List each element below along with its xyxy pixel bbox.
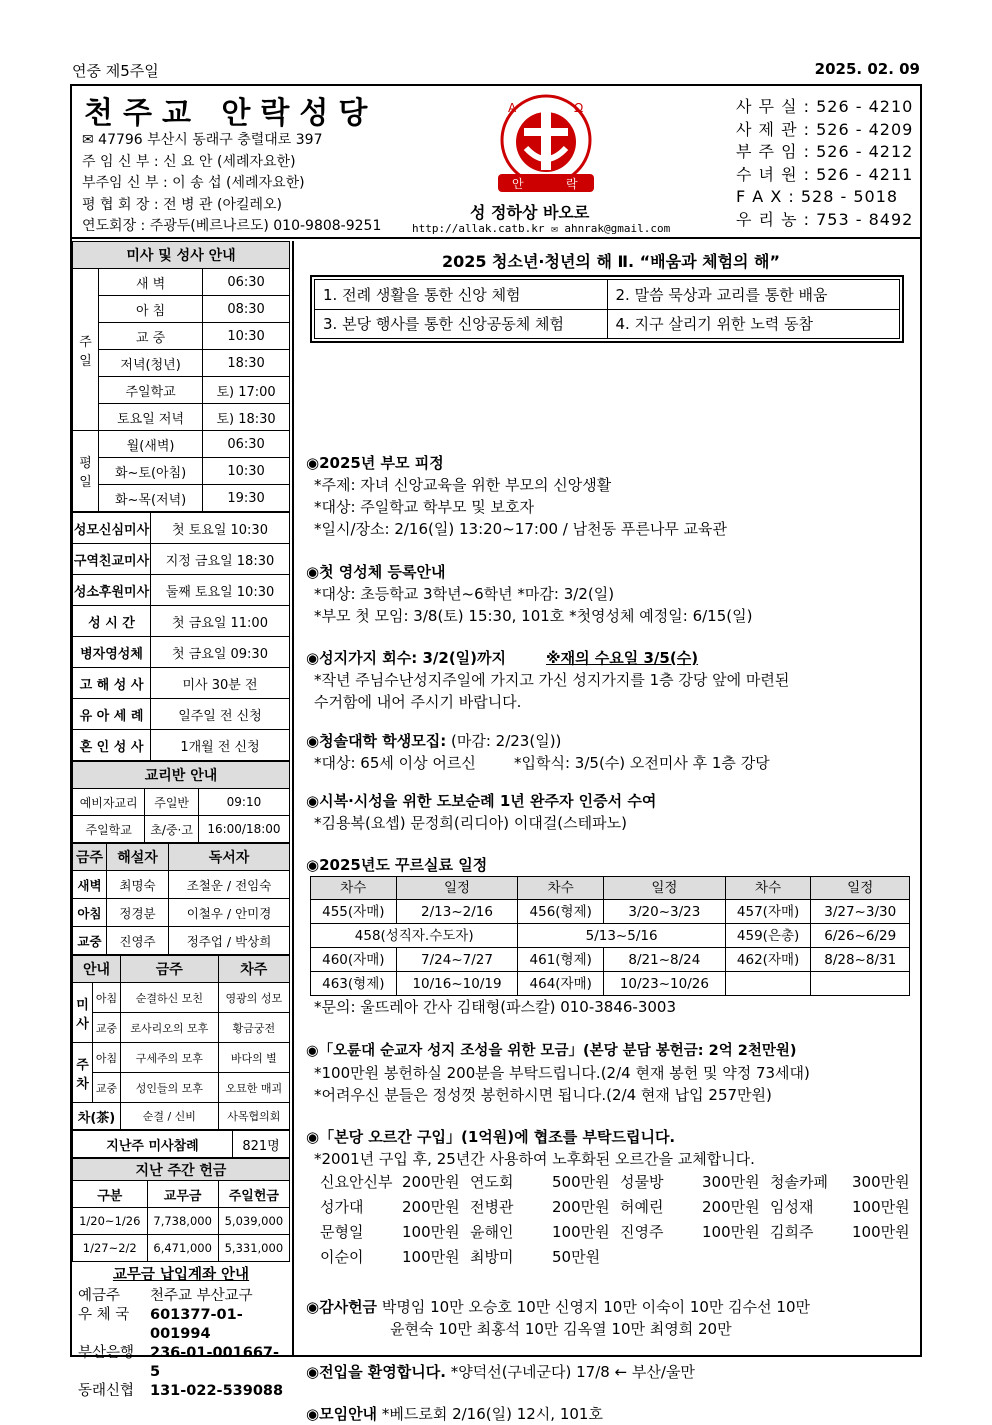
line: *문의: 울뜨레아 간사 김태형(파스칼) 010-3846-3003 bbox=[314, 998, 676, 1016]
section-heading: ◉2025년 부모 피정 bbox=[306, 454, 444, 472]
goal: 4. 지구 살리기 위한 노력 동참 bbox=[607, 309, 900, 339]
cell: 6/26~6/29 bbox=[811, 924, 910, 948]
cell: 1/27~2/2 bbox=[73, 1235, 148, 1262]
cell bbox=[725, 972, 811, 996]
cell: 차수 bbox=[725, 877, 811, 900]
pledge-amount: 50만원 bbox=[552, 1248, 601, 1266]
account-label: 부산은행 bbox=[78, 1345, 135, 1361]
cell: 새 벽 bbox=[99, 269, 203, 296]
section-heading: ◉시복·시성을 위한 도보순례 1년 완주자 인증서 수여 bbox=[306, 792, 657, 810]
assistant-pastor: 부주임 신 부 : 이 송 섭 (세례자요한) bbox=[82, 175, 305, 191]
cell: 1개월 전 신청 bbox=[151, 730, 290, 761]
cell: 이철우 / 안미경 bbox=[169, 899, 290, 927]
pledge-amount: 200만원 bbox=[702, 1198, 760, 1216]
line: 윤현숙 10만 최홍석 10만 김옥열 10만 최영희 20만 bbox=[390, 1320, 732, 1338]
cell: 1/20~1/26 bbox=[73, 1208, 148, 1235]
section-first-communion bbox=[306, 561, 916, 627]
cell: 순결하신 모친 bbox=[121, 983, 219, 1013]
cell: 18:30 bbox=[203, 350, 290, 377]
pledge-name: 임성재 bbox=[770, 1198, 814, 1216]
cell: 09:10 bbox=[198, 789, 289, 816]
logo-omega: Ω bbox=[574, 101, 584, 115]
phone-rectory: 사 제 관 : 526 - 4209 bbox=[736, 119, 914, 139]
line: *대상: 65세 이상 어르신 *입학식: 3/5(수) 오전미사 후 1층 강당 bbox=[314, 754, 770, 772]
section-martyr-shrine bbox=[306, 1040, 916, 1106]
header bbox=[72, 86, 920, 239]
phone-list bbox=[736, 96, 913, 232]
cell: 독서자 bbox=[169, 844, 290, 871]
cell bbox=[811, 972, 910, 996]
cell: 정경분 bbox=[107, 899, 169, 927]
cell: 8/21~8/24 bbox=[604, 948, 726, 972]
cell: 교중 bbox=[93, 1013, 121, 1043]
section-heading: ◉2025년도 꾸르실료 일정 bbox=[306, 856, 488, 874]
cell: 464(자매) bbox=[518, 972, 604, 996]
cell: 06:30 bbox=[203, 269, 290, 296]
cell: 황금궁전 bbox=[218, 1013, 289, 1043]
cell: 06:30 bbox=[203, 431, 290, 458]
week-label: 연중 제5주일 bbox=[72, 62, 159, 80]
pledge-name: 성가대 bbox=[320, 1198, 364, 1216]
cell: 아침 bbox=[93, 983, 121, 1013]
cell: 일정 bbox=[396, 877, 518, 900]
logo-rak: 락 bbox=[566, 177, 578, 191]
section-parent-retreat bbox=[306, 452, 916, 540]
cell: 주일학교 bbox=[73, 816, 145, 843]
pledge-amount: 500만원 bbox=[552, 1173, 610, 1191]
sacrament-table bbox=[72, 512, 290, 761]
deadline: (마감: 2/23(일)) bbox=[451, 732, 562, 750]
cell: 456(형제) bbox=[518, 900, 604, 924]
cell: 6,471,000 bbox=[147, 1235, 218, 1262]
cell: 10:30 bbox=[203, 323, 290, 350]
reader-table bbox=[72, 843, 290, 955]
section-heading: ◉감사헌금 bbox=[306, 1298, 378, 1316]
cell: 예비자교리 bbox=[73, 789, 145, 816]
cell: 오묘한 매괴 bbox=[218, 1073, 289, 1103]
goal: 1. 전례 생활을 통한 신앙 체험 bbox=[315, 280, 608, 310]
goals-box bbox=[310, 275, 904, 343]
account-label: 동래신협 bbox=[78, 1383, 135, 1399]
cell: 지정 금요일 18:30 bbox=[151, 544, 290, 575]
section-heading: ◉「오륜대 순교자 성지 조성을 위한 모금」(본당 분담 봉헌금: 2억 2천만원) bbox=[306, 1043, 797, 1059]
section-heading: ◉성지가지 회수: 3/2(일)까지 bbox=[306, 649, 507, 667]
pledge-name: 이순이 bbox=[320, 1248, 364, 1266]
section-welcome bbox=[306, 1361, 916, 1383]
pledge-amount: 200만원 bbox=[552, 1198, 610, 1216]
offering-table bbox=[72, 1158, 290, 1262]
cell: 초/중·고 bbox=[145, 816, 199, 843]
account-label: 예금주 bbox=[78, 1288, 121, 1304]
cell: 순결 / 신비 bbox=[121, 1103, 219, 1130]
section-pilgrimage bbox=[306, 790, 916, 834]
cell: 일주일 전 신청 bbox=[151, 699, 290, 730]
account-box bbox=[72, 1262, 290, 1405]
pledge-name: 허예린 bbox=[620, 1198, 664, 1216]
mass-schedule-table bbox=[72, 241, 290, 512]
bulletin-frame bbox=[70, 84, 922, 1423]
cell: 주일반 bbox=[145, 789, 199, 816]
attendance-table bbox=[72, 1130, 290, 1158]
left-column bbox=[72, 241, 290, 1405]
pledge-amount: 100만원 bbox=[552, 1223, 610, 1241]
line: *베드로회 2/16(일) 12시, 101호 bbox=[381, 1405, 603, 1423]
cell: 아침 bbox=[93, 1043, 121, 1073]
phone-urinong: 우 리 농 : 753 - 8492 bbox=[736, 209, 914, 229]
cell: 금주 bbox=[73, 844, 107, 871]
cell: 진영주 bbox=[107, 927, 169, 955]
account-title: 교무금 납입계좌 안내 bbox=[112, 1267, 250, 1283]
cell: 457(자매) bbox=[725, 900, 811, 924]
organ-pledges bbox=[306, 1170, 916, 1270]
cell: 5,331,000 bbox=[218, 1235, 289, 1262]
cell: 3/27~3/30 bbox=[811, 900, 910, 924]
column-divider bbox=[292, 241, 294, 1357]
line: *대상: 초등학교 3학년~6학년 *마감: 3/2(일) bbox=[314, 585, 615, 603]
line: *김용복(요셉) 문정희(리디아) 이대걸(스테파노) bbox=[314, 814, 627, 832]
pledge-name: 진영주 bbox=[620, 1223, 664, 1241]
parish-info bbox=[82, 130, 381, 238]
cell: 460(자매) bbox=[311, 948, 397, 972]
website-link[interactable]: http://allak.catb.kr ✉ ahnrak@gmail.com bbox=[412, 222, 671, 235]
section-palm-return bbox=[306, 647, 916, 713]
pledge-amount: 100만원 bbox=[402, 1248, 460, 1266]
cell: 7/24~7/27 bbox=[396, 948, 518, 972]
cell: 토) 17:00 bbox=[203, 377, 290, 404]
cell: 821명 bbox=[233, 1131, 290, 1158]
cell: 월(새벽) bbox=[99, 431, 203, 458]
line: *주제: 자녀 신앙교육을 위한 부모의 신앙생활 bbox=[314, 476, 612, 494]
goal: 2. 말씀 묵상과 교리를 통한 배움 bbox=[607, 280, 900, 310]
cell: 교중 bbox=[73, 927, 107, 955]
section-meeting bbox=[306, 1403, 916, 1425]
pledge-amount: 100만원 bbox=[702, 1223, 760, 1241]
ash-wednesday: ※재의 수요일 3/5(수) bbox=[546, 649, 699, 667]
phone-convent: 수 녀 원 : 526 - 4211 bbox=[736, 164, 914, 184]
parish-logo bbox=[484, 90, 608, 202]
cell: 458(성직자.수도자) bbox=[311, 924, 518, 948]
cell: 혼 인 성 사 bbox=[73, 730, 151, 761]
cell: 안내 bbox=[73, 956, 121, 983]
line: 수거함에 내어 주시기 바랍니다. bbox=[314, 693, 522, 711]
pledge-name: 연도회 bbox=[470, 1173, 514, 1191]
cell: 미사 bbox=[73, 983, 93, 1043]
line: *양덕선(구네군다) 17/8 ← 부산/울만 bbox=[450, 1363, 695, 1381]
section-heading: ◉「본당 오르간 구입」(1억원)에 협조를 부탁드립니다. bbox=[306, 1128, 676, 1146]
account-value: 236-01-001667-5 bbox=[150, 1345, 280, 1380]
cell: 화~목(저녁) bbox=[99, 485, 203, 512]
account-value: 601377-01-001994 bbox=[150, 1307, 243, 1342]
section-heading: ◉전입을 환영합니다. bbox=[306, 1363, 446, 1381]
address: ✉ 47796 부산시 동래구 충렬대로 397 bbox=[82, 132, 323, 148]
pledge-amount: 100만원 bbox=[402, 1223, 460, 1241]
pledge-name: 문형일 bbox=[320, 1223, 364, 1241]
cell: 교무금 bbox=[147, 1181, 218, 1208]
cell: 성소후원미사 bbox=[73, 575, 151, 606]
logo-alpha: A bbox=[508, 101, 517, 115]
cell: 둘째 토요일 10:30 bbox=[151, 575, 290, 606]
line: *어려우신 분들은 정성껏 봉헌하시면 됩니다.(2/4 현재 납입 257만원) bbox=[314, 1086, 772, 1104]
cell: 최명숙 bbox=[107, 871, 169, 899]
goal: 3. 본당 행사를 통한 신앙공동체 체험 bbox=[315, 309, 608, 339]
pledge-name: 김희주 bbox=[770, 1223, 814, 1241]
cell: 구세주의 모후 bbox=[121, 1043, 219, 1073]
cell: 459(은총) bbox=[725, 924, 811, 948]
cell: 성모신심미사 bbox=[73, 513, 151, 544]
cell: 19:30 bbox=[203, 485, 290, 512]
cell: 7,738,000 bbox=[147, 1208, 218, 1235]
cell: 차수 bbox=[311, 877, 397, 900]
cell: 462(자매) bbox=[725, 948, 811, 972]
cell: 10/16~10/19 bbox=[396, 972, 518, 996]
pledge-amount: 100만원 bbox=[852, 1223, 910, 1241]
parish-title: 천주교 안락성당 bbox=[84, 96, 378, 131]
pledge-name: 최방미 bbox=[470, 1248, 514, 1266]
bulletin-date: 2025. 02. 09 bbox=[814, 60, 920, 78]
pledge-amount: 200만원 bbox=[402, 1173, 460, 1191]
pledge-name: 전병관 bbox=[470, 1198, 514, 1216]
pledge-amount: 300만원 bbox=[702, 1173, 760, 1191]
line: *일시/장소: 2/16(일) 13:20~17:00 / 남천동 푸른나무 교육관 bbox=[314, 520, 728, 538]
cell: 5,039,000 bbox=[218, 1208, 289, 1235]
cell: 교 중 bbox=[99, 323, 203, 350]
patron-saint: 성 정하상 바오로 bbox=[470, 203, 590, 222]
cell: 유 아 세 례 bbox=[73, 699, 151, 730]
cell: 주차 bbox=[73, 1043, 93, 1103]
pledge-amount: 200만원 bbox=[402, 1198, 460, 1216]
phone-office: 사 무 실 : 526 - 4210 bbox=[736, 97, 914, 116]
cell: 461(형제) bbox=[518, 948, 604, 972]
cell: 8/28~8/31 bbox=[811, 948, 910, 972]
guide-table bbox=[72, 955, 290, 1130]
cell: 토요일 저녁 bbox=[99, 404, 203, 431]
cell: 아 침 bbox=[99, 296, 203, 323]
pledge-amount: 100만원 bbox=[852, 1198, 910, 1216]
cell: 10/23~10/26 bbox=[604, 972, 726, 996]
logo-an: 안 bbox=[512, 177, 524, 191]
cell: 주일학교 bbox=[99, 377, 203, 404]
cell: 5/13~5/16 bbox=[518, 924, 725, 948]
cell: 차수 bbox=[518, 877, 604, 900]
cell: 바다의 별 bbox=[218, 1043, 289, 1073]
section-organ bbox=[306, 1126, 916, 1270]
cell: 성 시 간 bbox=[73, 606, 151, 637]
cell: 지난주 미사참례 bbox=[73, 1131, 233, 1158]
section-cursillo bbox=[306, 854, 916, 1018]
line: *2001년 구입 후, 25년간 사용하여 노후화된 오르간을 교체합니다. bbox=[314, 1150, 755, 1168]
cell: 첫 금요일 09:30 bbox=[151, 637, 290, 668]
cell: 조철운 / 전임숙 bbox=[169, 871, 290, 899]
cell: 토) 18:30 bbox=[203, 404, 290, 431]
year-theme: 2025 청소년·청년의 해 Ⅱ. “배움과 체험의 해” bbox=[441, 252, 781, 271]
council-president: 평 협 회 장 : 전 병 관 (아킬레오) bbox=[82, 196, 283, 213]
cell: 영광의 성모 bbox=[218, 983, 289, 1013]
cell: 새벽 bbox=[73, 871, 107, 899]
cell: 고 해 성 사 bbox=[73, 668, 151, 699]
section-thanks-offering bbox=[306, 1296, 916, 1340]
cell: 차(茶) bbox=[73, 1103, 121, 1130]
pledge-name: 신요안신부 bbox=[320, 1173, 393, 1191]
cell: 저녁(청년) bbox=[99, 350, 203, 377]
pledge-name: 청솔카페 bbox=[770, 1173, 828, 1191]
cell: 아침 bbox=[73, 899, 107, 927]
cell: 성인들의 모후 bbox=[121, 1073, 219, 1103]
account-value: 천주교 부산교구 bbox=[150, 1288, 253, 1304]
phone-fax: F A X : 528 - 5018 bbox=[736, 187, 899, 207]
phone-assistant: 부 주 임 : 526 - 4212 bbox=[736, 142, 914, 162]
cell: 사목협의회 bbox=[218, 1103, 289, 1130]
account-label: 우 체 국 bbox=[78, 1307, 130, 1323]
sunday-label: 주 일 bbox=[73, 269, 99, 431]
cell: 08:30 bbox=[203, 296, 290, 323]
line: 박명임 10만 오승호 10만 신영지 10만 이숙이 10만 김수선 10만 bbox=[381, 1298, 810, 1316]
cell: 해설자 bbox=[107, 844, 169, 871]
section-heading: ◉첫 영성체 등록안내 bbox=[306, 563, 446, 581]
cell: 일정 bbox=[811, 877, 910, 900]
pledge-name: 윤해인 bbox=[470, 1223, 514, 1241]
section-heading: ◉모임안내 bbox=[306, 1405, 378, 1423]
cell: 구역친교미사 bbox=[73, 544, 151, 575]
cell: 463(형제) bbox=[311, 972, 397, 996]
cell: 첫 토요일 10:30 bbox=[151, 513, 290, 544]
cell: 첫 금요일 11:00 bbox=[151, 606, 290, 637]
cell: 2/13~2/16 bbox=[396, 900, 518, 924]
right-column bbox=[306, 241, 916, 1423]
weekday-label: 평 일 bbox=[73, 431, 99, 512]
catechism-title: 교리반 안내 bbox=[73, 762, 290, 789]
cell: 교중 bbox=[93, 1073, 121, 1103]
cell: 로사리오의 모후 bbox=[121, 1013, 219, 1043]
cell: 구분 bbox=[73, 1181, 148, 1208]
mass-title: 미사 및 성사 안내 bbox=[73, 242, 290, 269]
cell: 10:30 bbox=[203, 458, 290, 485]
cell: 455(자매) bbox=[311, 900, 397, 924]
offering-title: 지난 주간 헌금 bbox=[73, 1159, 290, 1181]
pastor: 주 임 신 부 : 신 요 안 (세례자요한) bbox=[82, 153, 296, 170]
account-value: 131-022-539088 bbox=[150, 1383, 284, 1399]
cell: 일정 bbox=[604, 877, 726, 900]
line: *작년 주님수난성지주일에 가지고 가신 성지가지를 1층 강당 앞에 마련된 bbox=[314, 671, 790, 689]
section-senior-college bbox=[306, 730, 916, 774]
cell: 16:00/18:00 bbox=[198, 816, 289, 843]
pledge-name: 성물방 bbox=[620, 1173, 664, 1191]
cell: 병자영성체 bbox=[73, 637, 151, 668]
cell: 3/20~3/23 bbox=[604, 900, 726, 924]
cell: 차주 bbox=[218, 956, 289, 983]
line: *100만원 봉헌하실 200분을 부탁드립니다.(2/4 현재 봉헌 및 약정 73세대) bbox=[314, 1064, 810, 1082]
cell: 금주 bbox=[121, 956, 219, 983]
pledge-amount: 300만원 bbox=[852, 1173, 910, 1191]
cursillo-table bbox=[310, 876, 910, 996]
section-heading: ◉청솔대학 학생모집: bbox=[306, 732, 447, 750]
cell: 미사 30분 전 bbox=[151, 668, 290, 699]
cell: 화~토(아침) bbox=[99, 458, 203, 485]
catechism-table bbox=[72, 761, 290, 843]
cell: 정주업 / 박상희 bbox=[169, 927, 290, 955]
line: *부모 첫 모임: 3/8(토) 15:30, 101호 *첫영성체 예정일: 6/15(일) bbox=[314, 607, 753, 625]
cell: 주일헌금 bbox=[218, 1181, 289, 1208]
youth-president: 연도회장 : 주광두(베르나르도) 010-9808-9251 bbox=[82, 218, 382, 234]
line: *대상: 주일학교 학부모 및 보호자 bbox=[314, 498, 534, 516]
